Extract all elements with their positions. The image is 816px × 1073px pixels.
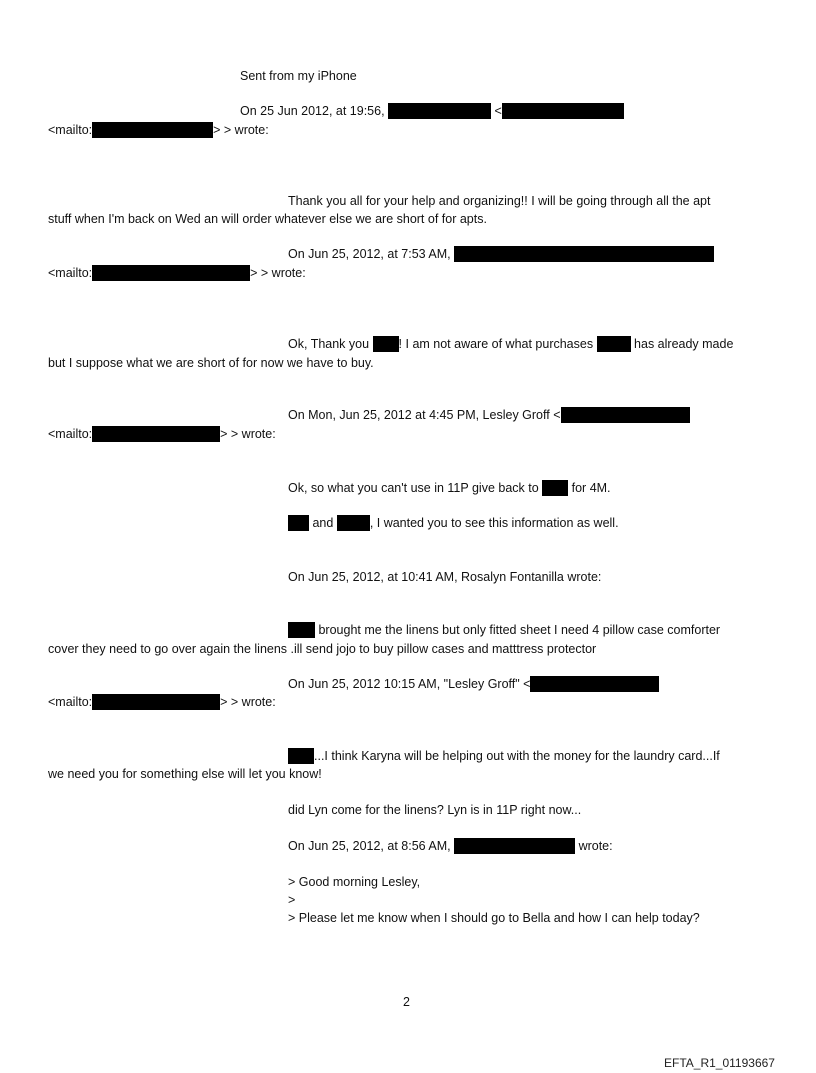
redaction-box	[337, 515, 370, 531]
message-use-line	[288, 480, 611, 496]
reply-header-6	[288, 838, 613, 854]
message-text: did Lyn come for the linens? Lyn is in 11P right now...	[288, 803, 582, 817]
message-text: Ok, Thank you	[288, 337, 373, 351]
message-text: , I wanted you to see this information as well.	[369, 516, 619, 530]
message-lyn-line	[288, 802, 581, 818]
quoted-text: >	[288, 893, 296, 907]
mailto-text: <mailto:	[48, 695, 93, 709]
redaction-box	[454, 838, 575, 854]
quoted-line-blank	[288, 892, 295, 908]
redaction-box	[92, 694, 220, 710]
redaction-box	[92, 122, 213, 138]
mailto-text: <mailto:	[48, 427, 93, 441]
redaction-box	[502, 103, 624, 119]
header-text: On Jun 25, 2012, at 10:41 AM, Rosalyn Fontanilla wrote:	[288, 570, 602, 584]
reply-header-1	[240, 103, 624, 119]
wrote-text: > > wrote:	[220, 427, 276, 441]
wrote-text: > > wrote:	[213, 123, 269, 137]
header-text: On Jun 25, 2012, at 7:53 AM,	[288, 247, 455, 261]
message-thanks-line2	[48, 211, 487, 227]
message-thanks-line1	[288, 193, 711, 209]
header-text: On 25 Jun 2012, at 19:56,	[240, 104, 389, 118]
message-text: has already made	[630, 337, 734, 351]
header-text: wrote:	[575, 839, 613, 853]
redaction-box	[92, 426, 220, 442]
message-karyna-line1	[288, 748, 720, 764]
message-ok-line1	[288, 336, 733, 352]
redaction-box	[288, 622, 315, 638]
page-number	[403, 994, 410, 1010]
redaction-box	[288, 515, 309, 531]
page-number-text: 2	[403, 995, 410, 1009]
reply-header-3	[288, 407, 690, 423]
document-id-text: EFTA_R1_01193667	[664, 1056, 775, 1070]
redaction-box	[530, 676, 659, 692]
message-text: for 4M.	[568, 481, 611, 495]
message-text: ...I think Karyna will be helping out with the money for the laundry card...If	[314, 749, 720, 763]
mailto-text: <mailto:	[48, 123, 93, 137]
message-text: ! I am not aware of what purchases	[398, 337, 597, 351]
redaction-box	[92, 265, 250, 281]
message-text: Ok, so what you can't use in 11P give back to	[288, 481, 543, 495]
message-karyna-line2	[48, 766, 322, 782]
redaction-box	[597, 336, 631, 352]
message-ok-line2	[48, 355, 374, 371]
message-text: but I suppose what we are short of for now we have to buy.	[48, 356, 374, 370]
wrote-text: > > wrote:	[220, 695, 276, 709]
reply-header-5	[288, 676, 659, 692]
message-linens-line2	[48, 641, 596, 657]
message-text: stuff when I'm back on Wed an will order whatever else we are short of for apts.	[48, 212, 487, 226]
redaction-box	[373, 336, 399, 352]
redaction-box	[454, 246, 714, 262]
redaction-box	[542, 480, 568, 496]
quoted-line-greeting	[288, 874, 420, 890]
wrote-text: > > wrote:	[250, 266, 306, 280]
redaction-box	[388, 103, 491, 119]
reply-header-2	[288, 246, 714, 262]
header-text: <	[491, 104, 502, 118]
message-linens-line1	[288, 622, 720, 638]
reply-header-4	[288, 569, 601, 585]
quoted-line-request	[288, 910, 700, 926]
reply-header-5-mailto	[48, 694, 276, 710]
header-text: On Jun 25, 2012, at 8:56 AM,	[288, 839, 455, 853]
message-text: brought me the linens but only fitted sheet I need 4 pillow case comforter	[315, 623, 721, 637]
sent-from-text: Sent from my iPhone	[240, 69, 357, 83]
message-text: and	[309, 516, 337, 530]
redaction-box	[561, 407, 690, 423]
reply-header-3-mailto	[48, 426, 276, 442]
message-see-line	[288, 515, 619, 531]
quoted-text: > Good morning Lesley,	[288, 875, 421, 889]
reply-header-1-mailto	[48, 122, 269, 138]
message-text: cover they need to go over again the linens .ill send jojo to buy pillow cases and matttress protector	[48, 642, 597, 656]
message-text: Thank you all for your help and organizing!! I will be going through all the apt	[288, 194, 711, 208]
header-text: On Jun 25, 2012 10:15 AM, "Lesley Groff" <	[288, 677, 531, 691]
header-text: On Mon, Jun 25, 2012 at 4:45 PM, Lesley Groff <	[288, 408, 561, 422]
sent-from-line	[240, 68, 357, 84]
reply-header-2-mailto	[48, 265, 306, 281]
mailto-text: <mailto:	[48, 266, 93, 280]
redaction-box	[288, 748, 314, 764]
quoted-text: > Please let me know when I should go to Bella and how I can help today?	[288, 911, 700, 925]
message-text: we need you for something else will let you know!	[48, 767, 322, 781]
document-id	[664, 1055, 775, 1071]
